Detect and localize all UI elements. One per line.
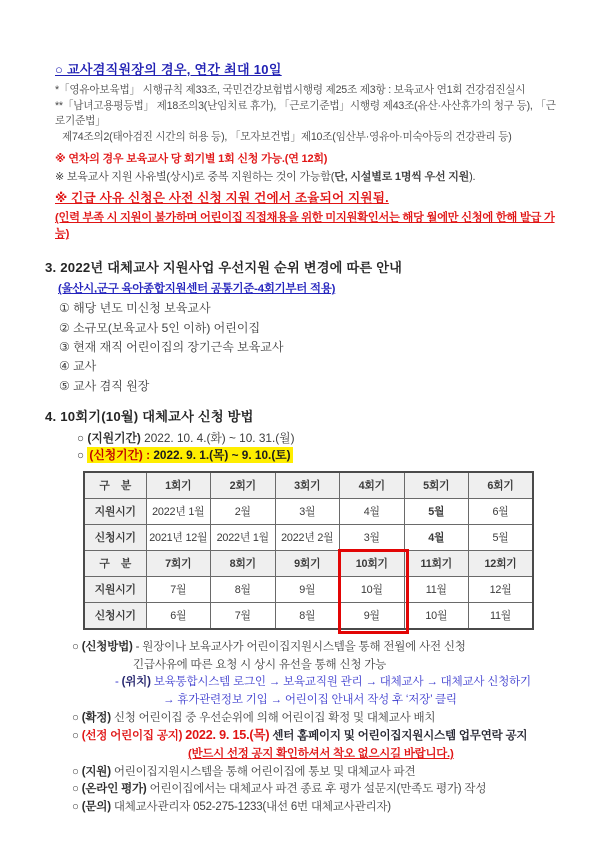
location-line	[55, 674, 562, 692]
ref-line-3: 제74조의2(태아검진 시간의 허용 등), 「모자보건법」제10조(임산부·영유아·미숙아등의 건강관리 등)	[62, 130, 512, 143]
table-cell: 2022년 1월	[211, 524, 276, 550]
table-cell: 5월	[469, 524, 534, 550]
table-header-cell: 12회기	[469, 550, 534, 576]
table-header-cell: 11회기	[404, 550, 469, 576]
table-cell: 10월	[404, 602, 469, 629]
confirm-text: 신청 어린이집 중 우선순위에 의해 어린이집 확정 및 대체교사 배치	[113, 711, 436, 724]
table-cell: 2월	[211, 498, 276, 524]
bullet-icon: ○	[72, 765, 79, 778]
announce-text: 센터 홈페이지 및 어린이집지원시스템 업무연락 공지	[272, 730, 528, 743]
apply-method-line-2: 긴급사유에 따른 요청 시 상시 유선을 통해 신청 가능	[133, 658, 387, 671]
bullet-icon: ○	[72, 783, 79, 796]
note-duplicate-bold: 단, 시설별로 1명씩 우선 지원	[334, 171, 470, 184]
table-cell: 9월	[340, 602, 405, 629]
table-cell: 3월	[340, 524, 405, 550]
table-cell: 11월	[469, 602, 534, 629]
dispatch-label: (지원)	[81, 765, 111, 778]
warning-line: (반드시 선정 공지 확인하셔서 착오 없으시길 바랍니다.)	[188, 748, 454, 761]
schedule-table	[83, 471, 534, 630]
location-path-1: 보육통합시스템 로그인 → 보육교직원 관리 → 대체교사 → 대체교사 신청하기	[153, 676, 531, 689]
bullet-icon: ○	[77, 430, 85, 445]
evaluation-label: (온라인 평가)	[81, 783, 147, 796]
note-annual-leave: ※ 연차의 경우 보육교사 당 회기별 1회 신청 가능.(연 12회)	[55, 153, 328, 166]
table-cell: 6월	[469, 498, 534, 524]
table-header-cell: 4회기	[340, 472, 405, 499]
dash: -	[115, 676, 119, 689]
table-header-cell: 지원시기	[84, 498, 146, 524]
contact-line	[55, 799, 562, 817]
table-cell: 8월	[275, 602, 340, 629]
note-urgent: ※ 긴급 사유 신청은 사전 신청 지원 건에서 조율되어 지원됨.	[55, 191, 389, 206]
location-line-2: → 휴가관련정보 기입 → 어린이집 안내서 작성 후 ‘저장’ 클릭	[163, 693, 457, 706]
table-header-cell: 2회기	[211, 472, 276, 499]
table-cell: 3월	[275, 498, 340, 524]
table-row	[84, 550, 533, 576]
table-header-cell: 10회기	[340, 550, 405, 576]
location-label: (위치)	[121, 676, 151, 689]
table-header-cell: 신청시기	[84, 602, 146, 629]
table-header-cell: 3회기	[275, 472, 340, 499]
table-cell: 10월	[340, 576, 405, 602]
table-cell: 6월	[146, 602, 211, 629]
table-row	[84, 498, 533, 524]
priority-item-4: ④ 교사	[59, 359, 97, 374]
priority-item-5: ⑤ 교사 겸직 원장	[59, 378, 150, 393]
announce-label: (선정 어린이집 공지)	[81, 730, 183, 743]
apply-period-highlight	[87, 447, 292, 463]
evaluation-line	[55, 781, 562, 799]
schedule-table-wrap	[83, 471, 534, 630]
table-row	[84, 576, 533, 602]
table-cell: 4월	[404, 524, 469, 550]
table-header-cell: 구 분	[84, 550, 146, 576]
table-cell: 9월	[275, 576, 340, 602]
table-row	[84, 472, 533, 499]
bullet-icon: ○	[72, 801, 79, 814]
table-cell: 11월	[404, 576, 469, 602]
evaluation-text: 어린이집에서는 대체교사 파견 종료 후 평가 설문지(만족도 평가) 작성	[149, 783, 487, 796]
table-cell: 8월	[211, 576, 276, 602]
priority-item-2: ② 소규모(보육교사 5인 이하) 어린이집	[59, 320, 261, 335]
apply-method-text: - 원장이나 보육교사가 어린이집지원시스템을 통해 전월에 사전 신청	[135, 640, 466, 653]
dispatch-text: 어린이집지원시스템을 통해 어린이집에 통보 및 대체교사 파견	[113, 765, 416, 778]
table-cell: 2021년 12월	[146, 524, 211, 550]
bullet-icon: ○	[72, 730, 79, 743]
apply-period-line	[55, 447, 562, 465]
bullet-icon: ○	[72, 640, 79, 653]
table-header-cell: 신청시기	[84, 524, 146, 550]
table-cell: 12월	[469, 576, 534, 602]
announce-date: 2022. 9. 15.(목)	[185, 728, 270, 743]
note-duplicate-suffix: ).	[469, 171, 476, 184]
support-period-value: 2022. 10. 4.(화) ~ 10. 31.(월)	[144, 430, 295, 445]
table-header-cell: 6회기	[469, 472, 534, 499]
table-cell: 2022년 1월	[146, 498, 211, 524]
contact-text: 대체교사관리자 052-275-1233(내선 6번 대체교사관리자)	[113, 801, 391, 814]
legal-references	[55, 83, 562, 145]
section4-title: 4. 10회기(10월) 대체교사 신청 방법	[45, 408, 254, 424]
ref-line-1: *「영유아보육법」 시행규칙 제33조, 국민건강보험법시행령 제25조 제3항 : 보육교사 연1회 건강검진실시	[55, 84, 526, 96]
table-header-cell: 8회기	[211, 550, 276, 576]
dispatch-line	[55, 764, 562, 782]
bullet-icon: ○	[72, 711, 79, 724]
table-row	[84, 602, 533, 629]
note-duplicate-support	[55, 169, 562, 185]
priority-item-3: ③ 현재 재직 어린이집의 장기근속 보육교사	[59, 339, 284, 354]
note-urgent-detail: (인력 부족 시 지원이 불가하며 어린이집 직접채용을 위한 미지원확인서는 해당 월에만 신청에 한해 발급 가능)	[55, 212, 555, 241]
note-duplicate-prefix: ※ 보육교사 지원 사유별(상시)로 중복 지원하는 것이 가능함(	[55, 171, 335, 184]
priority-list	[55, 299, 562, 395]
apply-method-label: (신청방법)	[81, 640, 133, 653]
apply-method-line	[55, 639, 562, 657]
section3-subtitle: (울산시,군구 육아종합지원센터 공통기준-4회기부터 적용)	[58, 283, 336, 296]
table-cell: 7월	[146, 576, 211, 602]
table-cell: 5월	[404, 498, 469, 524]
priority-item-1: ① 해당 년도 미신청 보육교사	[59, 301, 211, 316]
table-header-cell: 7회기	[146, 550, 211, 576]
table-header-cell: 9회기	[275, 550, 340, 576]
procedure-section	[55, 639, 562, 817]
table-cell: 4월	[340, 498, 405, 524]
table-cell: 2022년 2월	[275, 524, 340, 550]
bullet-icon: ○	[77, 448, 85, 463]
confirm-label: (확정)	[81, 711, 111, 724]
table-header-cell: 지원시기	[84, 576, 146, 602]
apply-period-label: (신청기간) :	[89, 448, 151, 463]
ref-line-2: **「남녀고용평등법」 제18조의3(난임치료 휴가), 「근로기준법」시행령 제43조(유산·사산휴가의 청구 등), 「근로기준법」	[55, 99, 556, 128]
support-period-label: (지원기간)	[87, 430, 141, 445]
announce-line	[55, 727, 562, 746]
confirm-line	[55, 710, 562, 728]
support-period-line	[55, 430, 562, 448]
table-cell: 7월	[211, 602, 276, 629]
table-header-cell: 1회기	[146, 472, 211, 499]
headline-teacher-director: ○ 교사겸직원장의 경우, 연간 최대 10일	[55, 62, 282, 77]
table-header-cell: 5회기	[404, 472, 469, 499]
table-header-cell: 구 분	[84, 472, 146, 499]
table-row	[84, 524, 533, 550]
section3-title: 3. 2022년 대체교사 지원사업 우선지원 순위 변경에 따른 안내	[45, 260, 403, 276]
contact-label: (문의)	[81, 801, 111, 814]
apply-period-value: 2022. 9. 1.(목) ~ 9. 10.(토)	[153, 448, 291, 463]
